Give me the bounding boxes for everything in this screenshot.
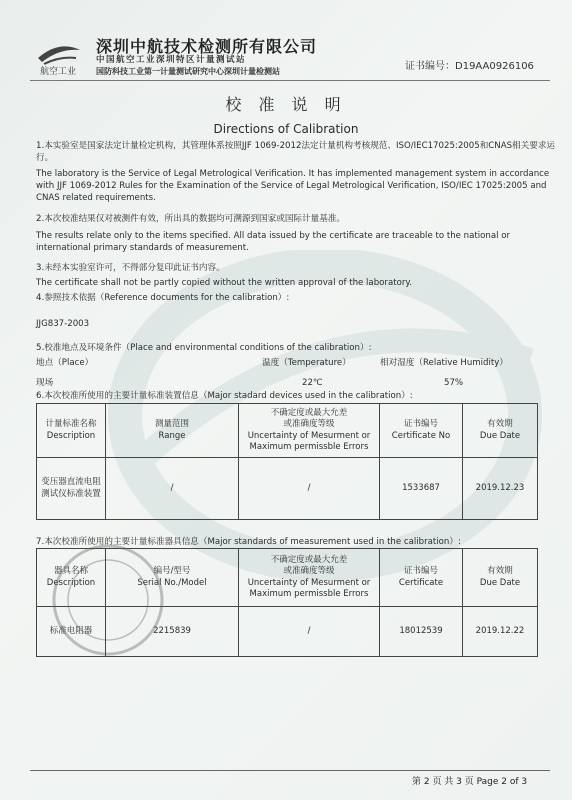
header-divider xyxy=(30,80,550,81)
cell-certificate: 1533687 xyxy=(380,458,463,520)
header-description: 器具名称 Description xyxy=(37,549,106,607)
header-due-date: 有效期 Due Date xyxy=(463,404,538,458)
logo-caption: 航空工业 xyxy=(40,67,77,77)
standard-devices-table xyxy=(36,403,538,520)
organization-name: 深圳中航技术检测所有限公司 xyxy=(96,37,318,56)
paragraph-7: 7.本次校准所使用的主要计量标准器具信息（Major standards of measurement used in the calibration）: xyxy=(36,537,461,547)
organization-subtitle: 中国航空工业深圳特区计量测试站 xyxy=(96,55,247,65)
certificate-number xyxy=(405,57,534,72)
humidity-label: 相对湿度（Relative Humidity） xyxy=(380,358,508,368)
place-label: 地点（Place） xyxy=(36,358,94,368)
cell-range: / xyxy=(106,458,239,520)
cell-serial: 2215839 xyxy=(106,607,239,657)
header-certificate: 证书编号 Certificate xyxy=(380,549,463,607)
paragraph-5: 5.校准地点及环境条件（Place and environmental conditions of the calibration）: xyxy=(36,343,372,353)
cell-uncertainty: / xyxy=(239,458,380,520)
temperature-label: 温度（Temperature） xyxy=(262,358,351,368)
footer-divider xyxy=(30,770,550,771)
cell-description: 变压器直流电阻 测试仪标准装置 xyxy=(37,458,106,520)
certificate-number-value: D19AA0926106 xyxy=(455,61,534,72)
paragraph-4: 4.参照技术依据（Reference documents for the calibration）: xyxy=(36,293,290,303)
paragraph-1-en: The laboratory is the Service of Legal Metrological Verification. It has implemented management system in accordance with JJF 1069-2012 Rules for the Examination of the Service of Legal Metrological Verification, ISO/IEC 17025:2005 and CNAS related requirements. xyxy=(36,169,550,203)
header-uncertainty: 不确定度或最大允差 或准确度等级 Uncertainty of Mesurment or Maximum permissble Errors xyxy=(239,404,380,458)
header-due-date: 有效期 Due Date xyxy=(463,549,538,607)
certificate-number-label: 证书编号： xyxy=(405,61,455,72)
header-range: 测量范围 Range xyxy=(106,404,239,458)
place-value: 现场 xyxy=(36,378,54,388)
temperature-value: 22℃ xyxy=(302,378,323,388)
paragraph-2-en: The results relate only to the items specified. All data issued by the certificate are traceable to the national or international primary standards of measurement. xyxy=(36,231,511,253)
header-certificate: 证书编号 Certificate No xyxy=(380,404,463,458)
header-description: 计量标准名称 Description xyxy=(37,404,106,458)
organization-subtitle-2: 国防科技工业第一计量测试研究中心深圳计量检测站 xyxy=(96,67,280,76)
cell-due-date: 2019.12.22 xyxy=(463,607,538,657)
humidity-value: 57% xyxy=(444,378,464,388)
cell-description: 标准电阻器 xyxy=(37,607,106,657)
paragraph-3-en: The certificate shall not be partly copied without the written approval of the laboratory. xyxy=(36,278,412,288)
cell-uncertainty: / xyxy=(239,607,380,657)
header-uncertainty: 不确定度或最大允差 或准确度等级 Uncertainty of Mesurment or Maximum permissble Errors xyxy=(239,549,380,607)
paragraph-1-cn: 1.本实验室是国家法定计量检定机构，其管理体系按照JJF 1069-2012法定计量机构考核规范、ISO/IEC17025:2005和CNAS相关要求运行。 xyxy=(36,141,556,163)
paragraph-2-cn: 2.本次校准结果仅对被测件有效，所出具的数据均可溯源到国家或国际计量基准。 xyxy=(36,214,345,224)
cell-certificate: 18012539 xyxy=(380,607,463,657)
page-title-en: Directions of Calibration xyxy=(213,122,359,136)
header-serial: 编号/型号 Serial No./Model xyxy=(106,549,239,607)
paragraph-6: 6.本次校准所使用的主要计量标准装置信息（Major stadard devices used in the calibration）: xyxy=(36,391,413,401)
table-row xyxy=(37,458,538,520)
page-title: 校 准 说 明 xyxy=(225,95,347,114)
seal-stamp-icon xyxy=(48,540,168,660)
paragraph-3-cn: 3.未经本实验室许可，不得部分复印此证书内容。 xyxy=(36,263,225,273)
cell-due-date: 2019.12.23 xyxy=(463,458,538,520)
reference-document: JJG837-2003 xyxy=(36,319,90,329)
table-header-row xyxy=(37,404,538,458)
page-number: 第 2 页 共 3 页 Page 2 of 3 xyxy=(412,777,528,787)
